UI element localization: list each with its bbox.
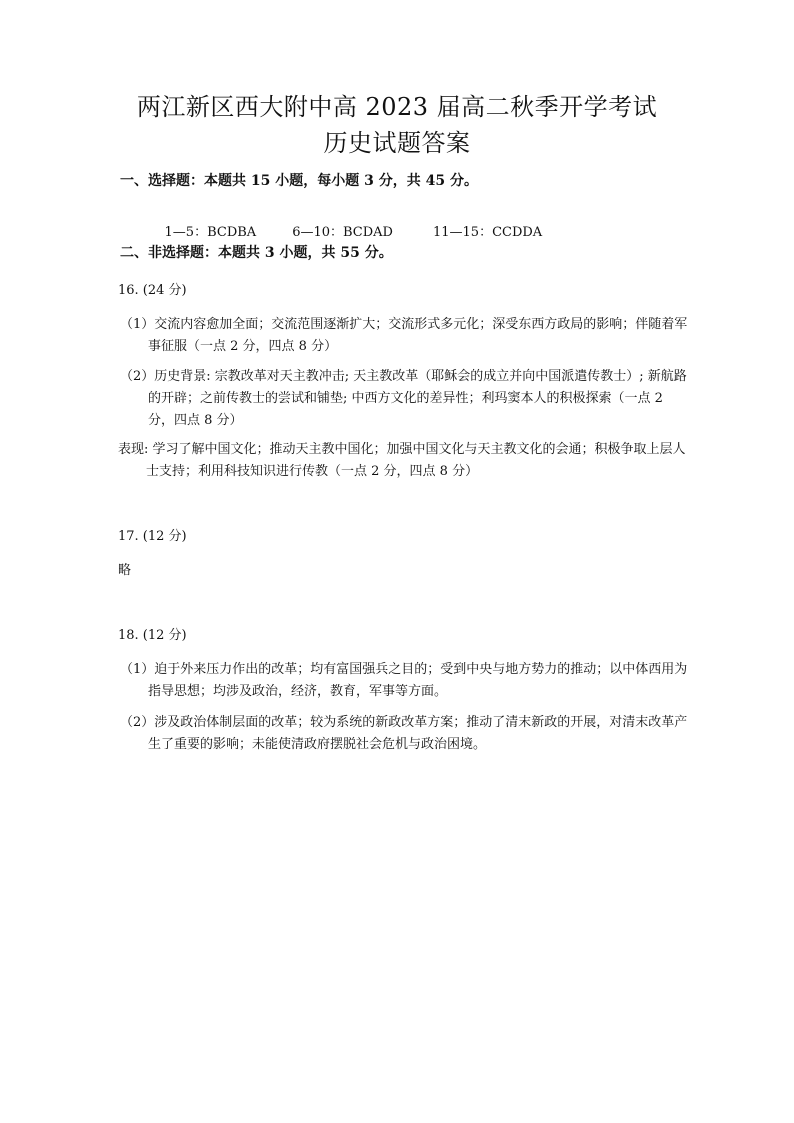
answer-group-11-15: 11—15：CCDDA bbox=[432, 225, 543, 240]
question-17-answer: 略 bbox=[118, 563, 132, 578]
page-title: 两江新区西大附中高 2023 届高二秋季开学考试 bbox=[136, 93, 658, 121]
section-1-heading: 一、选择题：本题共 15 小题，每小题 3 分，共 45 分。 bbox=[120, 173, 478, 189]
section-2-heading: 二、非选择题：本题共 3 小题，共 55 分。 bbox=[120, 245, 393, 261]
answer-group-6-10: 6—10：BCDAD bbox=[292, 225, 393, 240]
question-16-heading: 16. (24 分) bbox=[118, 283, 187, 298]
question-18-heading: 18. (12 分) bbox=[118, 628, 187, 643]
page-subtitle: 历史试题答案 bbox=[323, 129, 471, 157]
answer-group-1-5: 1—5：BCDBA bbox=[164, 225, 257, 240]
question-18-part-2: （2）涉及政治体制层面的改革；较为系统的新政改革方案；推动了清末新政的开展，对清末改革产生了重要的影响；未能使清政府摆脱社会危机与政治困境。 bbox=[120, 715, 688, 752]
question-16-part-2: （2）历史背景: 宗教改革对天主教冲击; 天主教改革（耶稣会的成立并向中国派遣传教士）; 新航路的开辟；之前传教士的尝试和铺垫; 中西方文化的差异性；利玛窦本人的积极探索（一点 2 分，四点 8 分） bbox=[120, 369, 687, 428]
question-18-part-1: （1）迫于外来压力作出的改革；均有富国强兵之目的；受到中央与地方势力的推动；以中体西用为指导思想；均涉及政治，经济，教育，军事等方面。 bbox=[120, 662, 688, 699]
question-17-heading: 17. (12 分) bbox=[118, 529, 187, 544]
question-16-part-3: 表现: 学习了解中国文化；推动天主教中国化；加强中国文化与天主教文化的会通；积极争取上层人士支持；利用科技知识进行传教（一点 2 分，四点 8 分） bbox=[118, 442, 686, 479]
question-16-part-1: （1）交流内容愈加全面；交流范围逐渐扩大；交流形式多元化；深受东西方政局的影响；伴随着军事征服（一点 2 分，四点 8 分） bbox=[120, 317, 688, 354]
